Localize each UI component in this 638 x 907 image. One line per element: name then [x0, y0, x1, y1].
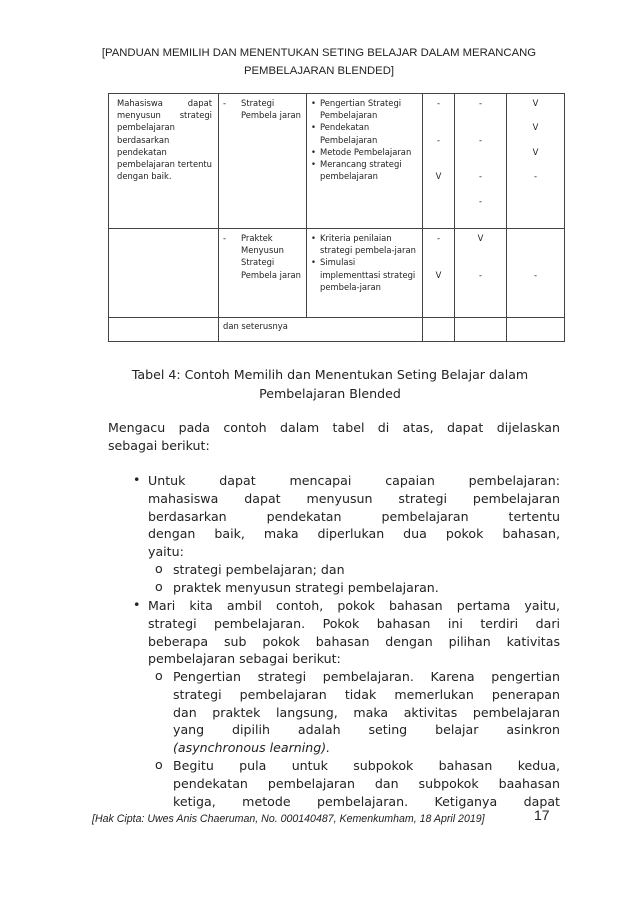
mark [423, 182, 454, 194]
caption-line-2: Pembelajaran Blended [259, 386, 401, 401]
mark: - [478, 269, 483, 280]
setting-col-5 [455, 94, 507, 229]
setting-col-4 [423, 94, 455, 229]
mark: V [435, 171, 442, 182]
sub-bullet-marker: o [155, 668, 163, 683]
mark [507, 256, 564, 268]
mark [455, 121, 506, 133]
sub-a-line: Pengertian strategi pembelajaran. Karena pengertian [173, 669, 560, 684]
mark: V [532, 98, 539, 108]
running-header [80, 44, 558, 80]
page-number: 17 [534, 807, 550, 823]
setting-col-6 [507, 94, 565, 229]
sub-a-line: (asynchronous learning). [173, 740, 331, 756]
bullet-2-line: strategi pembelajaran. Pokok bahasan ini terdiri dari [148, 615, 560, 631]
bullet-1-line: mahasiswa dapat menyusun strategi pembelajaran [148, 490, 560, 506]
mark [423, 195, 454, 207]
mark [423, 121, 454, 133]
list-item: • Merancang strategi pembelajaran [311, 158, 418, 182]
continuation-text: dan seterusnya [223, 321, 288, 331]
list-item: • Kriteria penilaian strategi pembela-jaran [311, 232, 418, 256]
mark [455, 256, 506, 268]
sub-a-line: dan praktek langsung, maka aktivitas pembelajaran [173, 704, 560, 720]
mark [507, 134, 564, 146]
mark [455, 109, 506, 121]
mark: - [436, 233, 441, 243]
list-item: • Pengertian Strategi Pembelajaran [311, 97, 418, 121]
bullet-1-line: Untuk dapat mencapai capaian pembelajaran: [148, 473, 560, 488]
header-line-1: [PANDUAN MEMILIH DAN MENENTUKAN SETING BELAJAR DALAM MERANCANG [101, 47, 537, 59]
bullet-1-paragraph [148, 472, 560, 561]
sub-b-line: ketiga, metode pembelajaran. Ketiganya dapat [173, 793, 560, 809]
mark: V [435, 269, 442, 280]
bullet-2-line: beberapa sub pokok bahasan dengan pilihan kativitas [148, 633, 560, 649]
mark [455, 244, 506, 256]
mark [423, 293, 454, 305]
bullet-1-line: yaitu: [148, 544, 184, 560]
mark [455, 146, 506, 158]
bullet-2-line: Mari kita ambil contoh, pokok bahasan pertama yaitu, [148, 598, 560, 613]
mark: - [436, 134, 441, 145]
mark [423, 109, 454, 121]
mark: - [478, 134, 483, 145]
mark: V [532, 122, 539, 133]
mark: V [477, 233, 484, 243]
empty-cell [507, 318, 565, 342]
sub-b-line: pendekatan pembelajaran dan subpokok baahasan [173, 775, 560, 791]
continuation-cell [219, 318, 423, 342]
caption-line-1: Tabel 4: Contoh Memilih dan Menentukan Seting Belajar dalam [131, 367, 529, 382]
sub-bullet-1: strategi pembelajaran; dan [173, 562, 345, 577]
intro-line-1: Mengacu pada contoh dalam tabel di atas, dapat dijelaskan [108, 420, 560, 435]
mark: V [532, 146, 539, 157]
sub-a-line: strategi pembelajaran tidak memerlukan penerapan [173, 686, 560, 702]
sub-a-line: yang dipilih adalah seting belajar asinkron [173, 722, 560, 738]
capaian-cell: Mahasiswa dapat menyusun strategi pembelajaran berdasarkan pendekatan pembelajaran tertentu dengan baik. [109, 94, 219, 229]
intro-line-2: sebagai berikut: [108, 437, 210, 453]
bullet-2-line: pembelajaran sebagai berikut: [148, 651, 341, 667]
table-row [109, 318, 565, 342]
mark [423, 146, 454, 158]
dash-marker: - [223, 233, 227, 243]
list-item: • Pendekatan Pembelajaran [311, 121, 418, 145]
pokok-bahasan-cell [219, 229, 307, 318]
mark: - [478, 171, 483, 182]
setting-col-5 [455, 229, 507, 318]
mark [455, 158, 506, 170]
list-item: • Simulasi implementtasi strategi pembela-jaran [311, 256, 418, 293]
bullet-1-line: berdasarkan pendekatan pembelajaran tertentu [148, 508, 560, 524]
pokok-bahasan-text: Praktek Menyusun Strategi Pembela jaran [241, 233, 301, 280]
empty-cell [423, 318, 455, 342]
sub-pokok-list [307, 94, 422, 186]
bullet-marker: • [133, 597, 141, 612]
mark [507, 232, 564, 244]
sub-bullet-marker: o [155, 579, 163, 594]
table-row [109, 94, 565, 229]
setting-col-6 [507, 229, 565, 318]
mark [423, 244, 454, 256]
setting-table [108, 93, 565, 342]
sub-bullet-a [173, 668, 560, 757]
setting-col-4 [423, 229, 455, 318]
mark: - [533, 269, 538, 280]
mark [423, 158, 454, 170]
bullet-1-line: dengan baik, maka diperlukan dua pokok bahasan, [148, 526, 560, 542]
capaian-cell [109, 229, 219, 318]
list-item: • Metode Pembelajaran [311, 146, 418, 158]
pokok-bahasan-cell [219, 94, 307, 229]
mark [507, 158, 564, 170]
mark [455, 182, 506, 194]
sub-bullet-marker: o [155, 757, 163, 772]
dash-marker: - [223, 98, 227, 108]
mark [507, 182, 564, 194]
copyright-footer: [Hak Cipta: Uwes Anis Chaeruman, No. 000140487, Kemenkumham, 18 April 2019] [92, 813, 485, 825]
mark [507, 244, 564, 256]
table-caption [100, 365, 560, 403]
empty-cell [109, 318, 219, 342]
table-row [109, 229, 565, 318]
mark: - [478, 195, 483, 206]
bullet-2-paragraph [148, 597, 560, 668]
intro-paragraph [108, 419, 560, 455]
sub-pokok-cell [307, 229, 423, 318]
mark [423, 281, 454, 293]
sub-b-line: Begitu pula untuk subpokok bahasan kedua, [173, 758, 560, 773]
header-line-2: PEMBELAJARAN BLENDED] [243, 65, 395, 77]
pokok-bahasan-text: Strategi Pembela jaran [241, 98, 301, 121]
mark: - [533, 171, 538, 182]
sub-bullet-2: praktek menyusun strategi pembelajaran. [173, 580, 439, 595]
mark: - [478, 98, 483, 108]
sub-bullet-marker: o [155, 561, 163, 576]
sub-pokok-cell [307, 94, 423, 229]
mark: - [436, 98, 441, 108]
sub-bullet-b [173, 757, 560, 810]
sub-pokok-list [307, 229, 422, 297]
empty-cell [455, 318, 507, 342]
mark [423, 256, 454, 268]
mark [507, 109, 564, 121]
mark [507, 195, 564, 207]
bullet-marker: • [133, 472, 141, 487]
